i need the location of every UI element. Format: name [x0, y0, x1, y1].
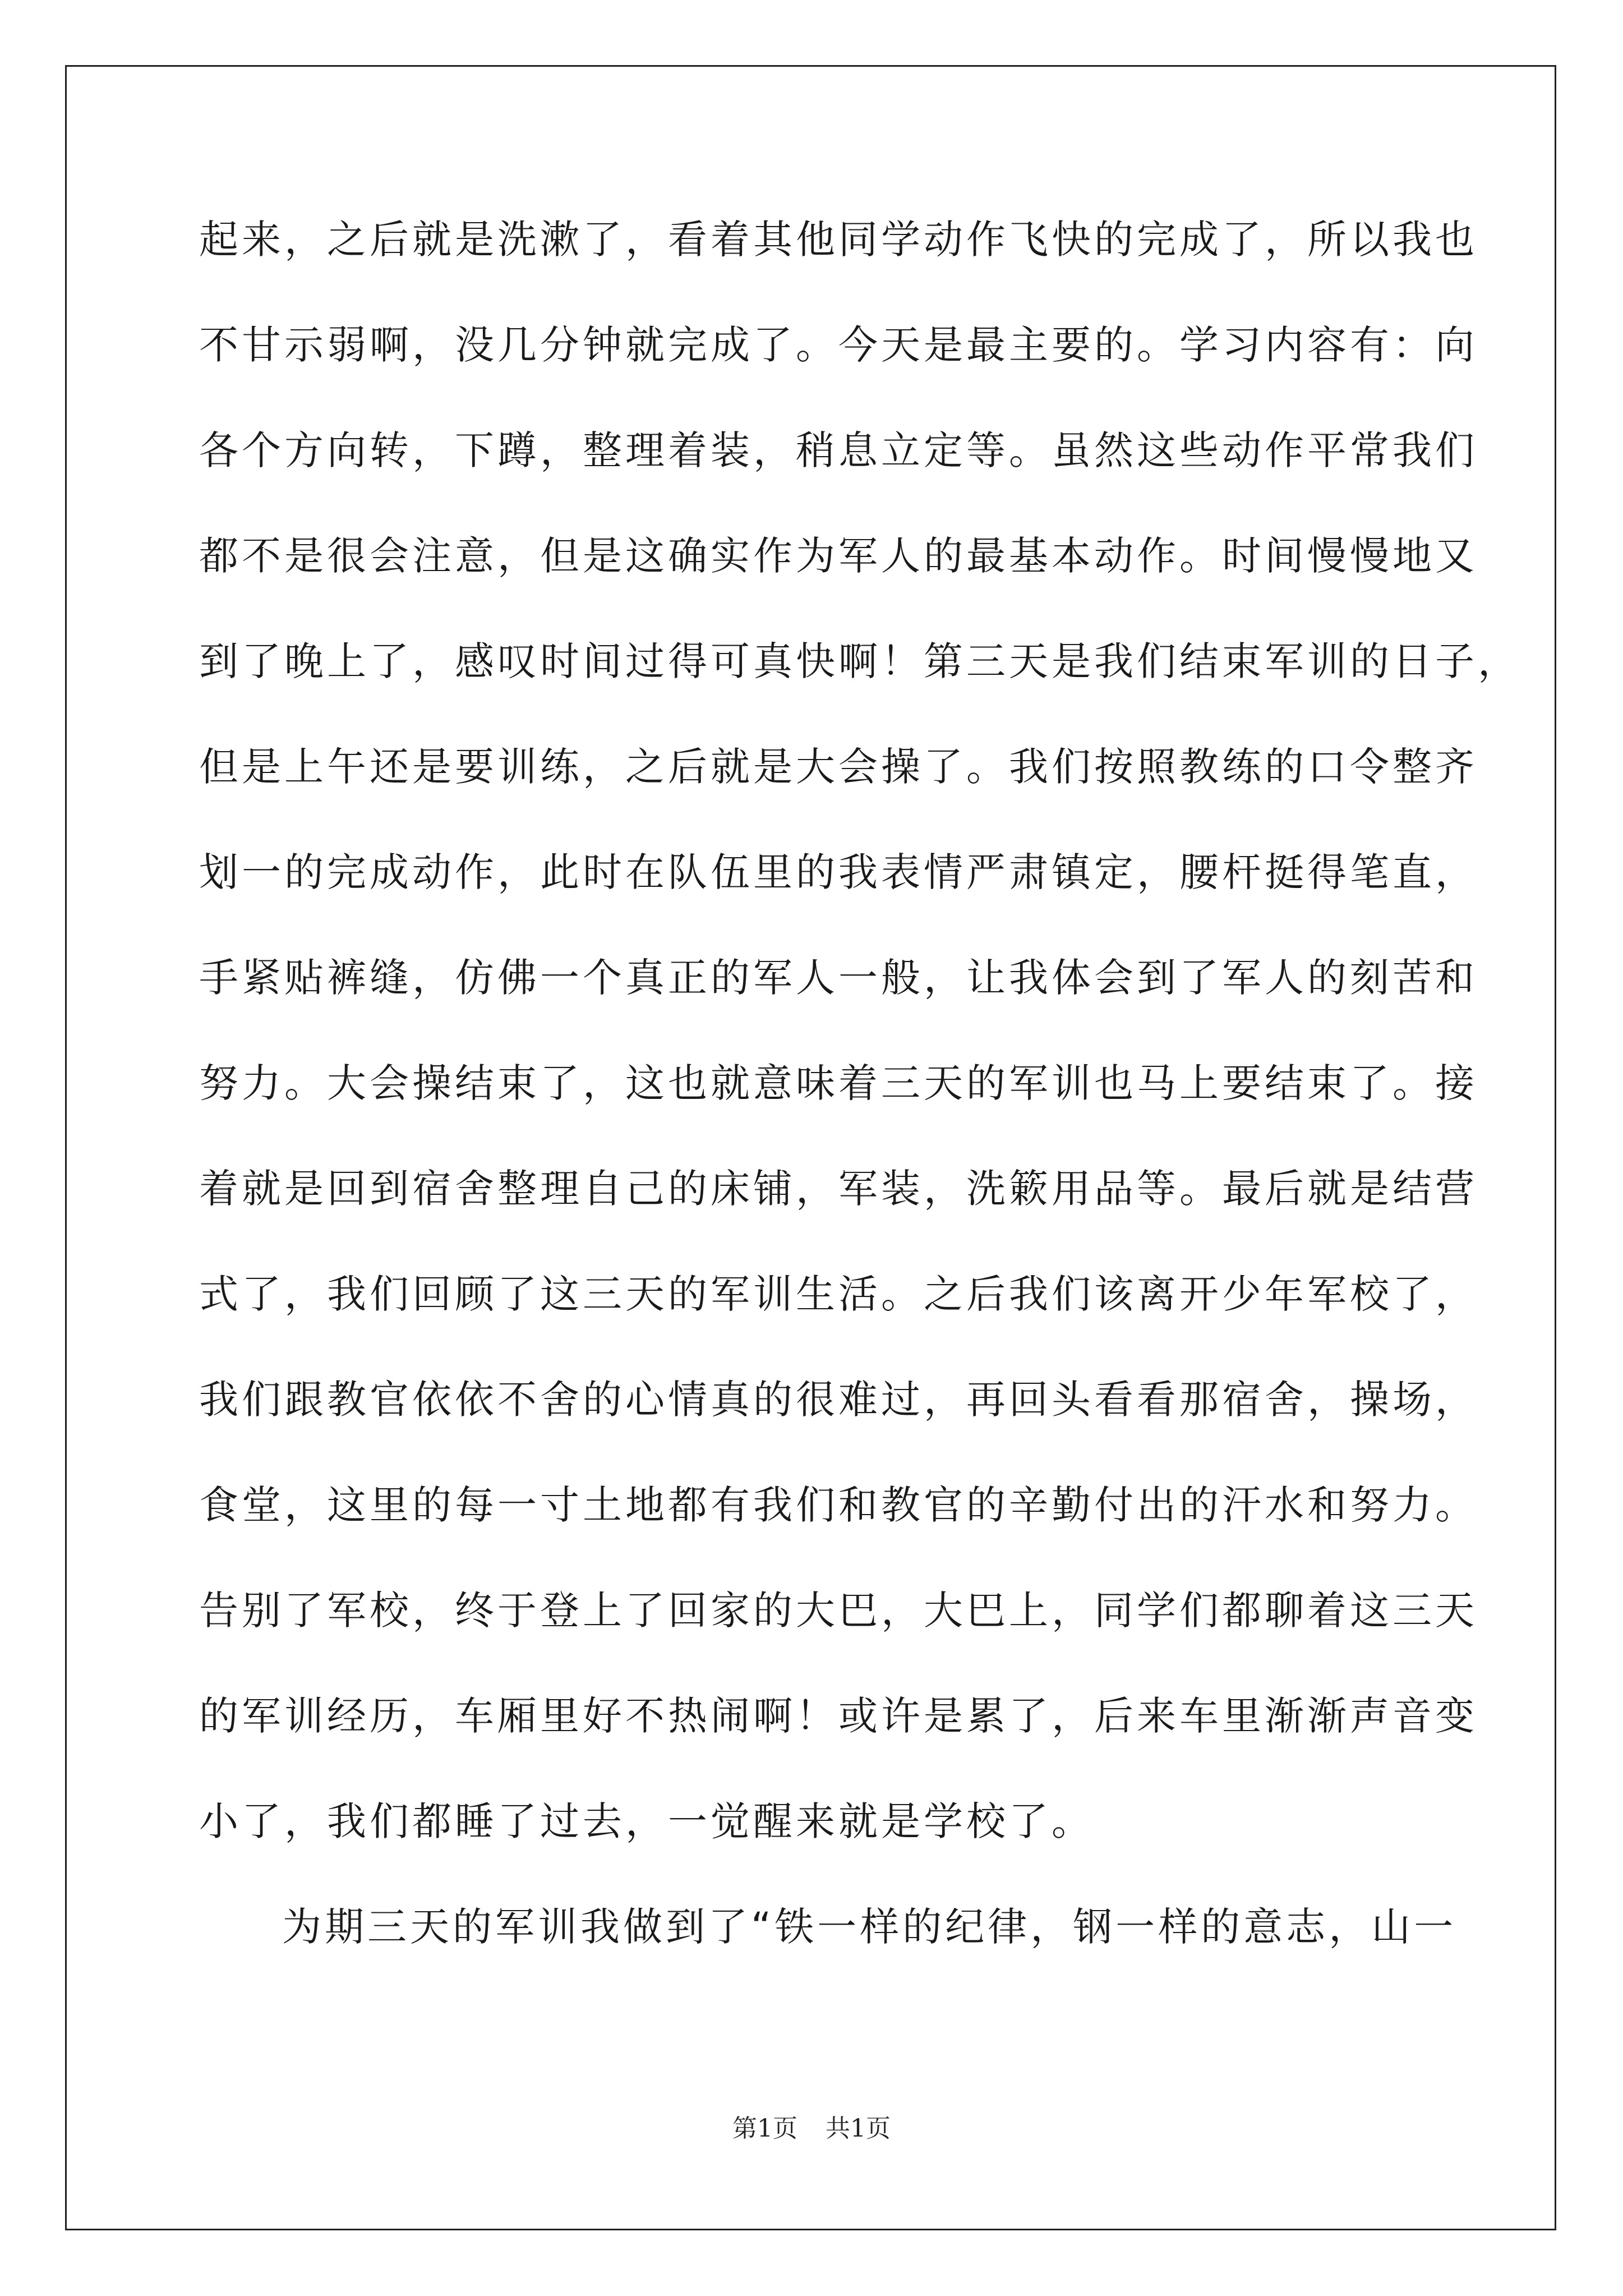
text-line: 起来，之后就是洗漱了，看着其他同学动作飞快的完成了，所以我也	[199, 217, 1478, 263]
page-footer	[0, 2108, 1623, 2144]
text-line: 食堂，这里的每一寸土地都有我们和教官的辛勤付出的汗水和努力。	[199, 1482, 1478, 1528]
text-line: 到了晚上了，感叹时间过得可真快啊！第三天是我们结束军训的日子，	[199, 638, 1520, 684]
text-line: 着就是回到宿舍整理自己的床铺，军装，洗簌用品等。最后就是结营	[199, 1166, 1478, 1212]
text-line: 但是上午还是要训练，之后就是大会操了。我们按照教练的口令整齐	[199, 744, 1478, 790]
text-line: 都不是很会注意，但是这确实作为军人的最基本动作。时间慢慢地又	[199, 533, 1478, 579]
paragraph-start-line: 为期三天的军训我做到了“铁一样的纪律，钢一样的意志，山一	[282, 1904, 1457, 1950]
page-total: 共1页	[826, 2114, 891, 2143]
text-line: 不甘示弱啊，没几分钟就完成了。今天是最主要的。学习内容有：向	[199, 322, 1478, 368]
text-line: 告别了军校，终于登上了回家的大巴，大巴上，同学们都聊着这三天	[199, 1588, 1478, 1634]
text-line: 手紧贴裤缝，仿佛一个真正的军人一般，让我体会到了军人的刻苦和	[199, 955, 1478, 1001]
document-body	[199, 203, 1520, 1996]
text-line: 努力。大会操结束了，这也就意味着三天的军训也马上要结束了。接	[199, 1060, 1478, 1106]
text-line: 我们跟教官依依不舍的心情真的很难过，再回头看看那宿舍，操场，	[199, 1377, 1478, 1423]
text-line: 划一的完成动作，此时在队伍里的我表情严肃镇定，腰杆挺得笔直，	[199, 849, 1478, 895]
text-line: 各个方向转，下蹲，整理着装，稍息立定等。虽然这些动作平常我们	[199, 427, 1478, 473]
text-line: 的军训经历，车厢里好不热闹啊！或许是累了，后来车里渐渐声音变	[199, 1693, 1478, 1739]
text-line: 式了，我们回顾了这三天的军训生活。之后我们该离开少年军校了，	[199, 1271, 1478, 1317]
page-number: 第1页	[732, 2114, 797, 2143]
text-line: 小了，我们都睡了过去，一觉醒来就是学校了。	[199, 1798, 1094, 1844]
